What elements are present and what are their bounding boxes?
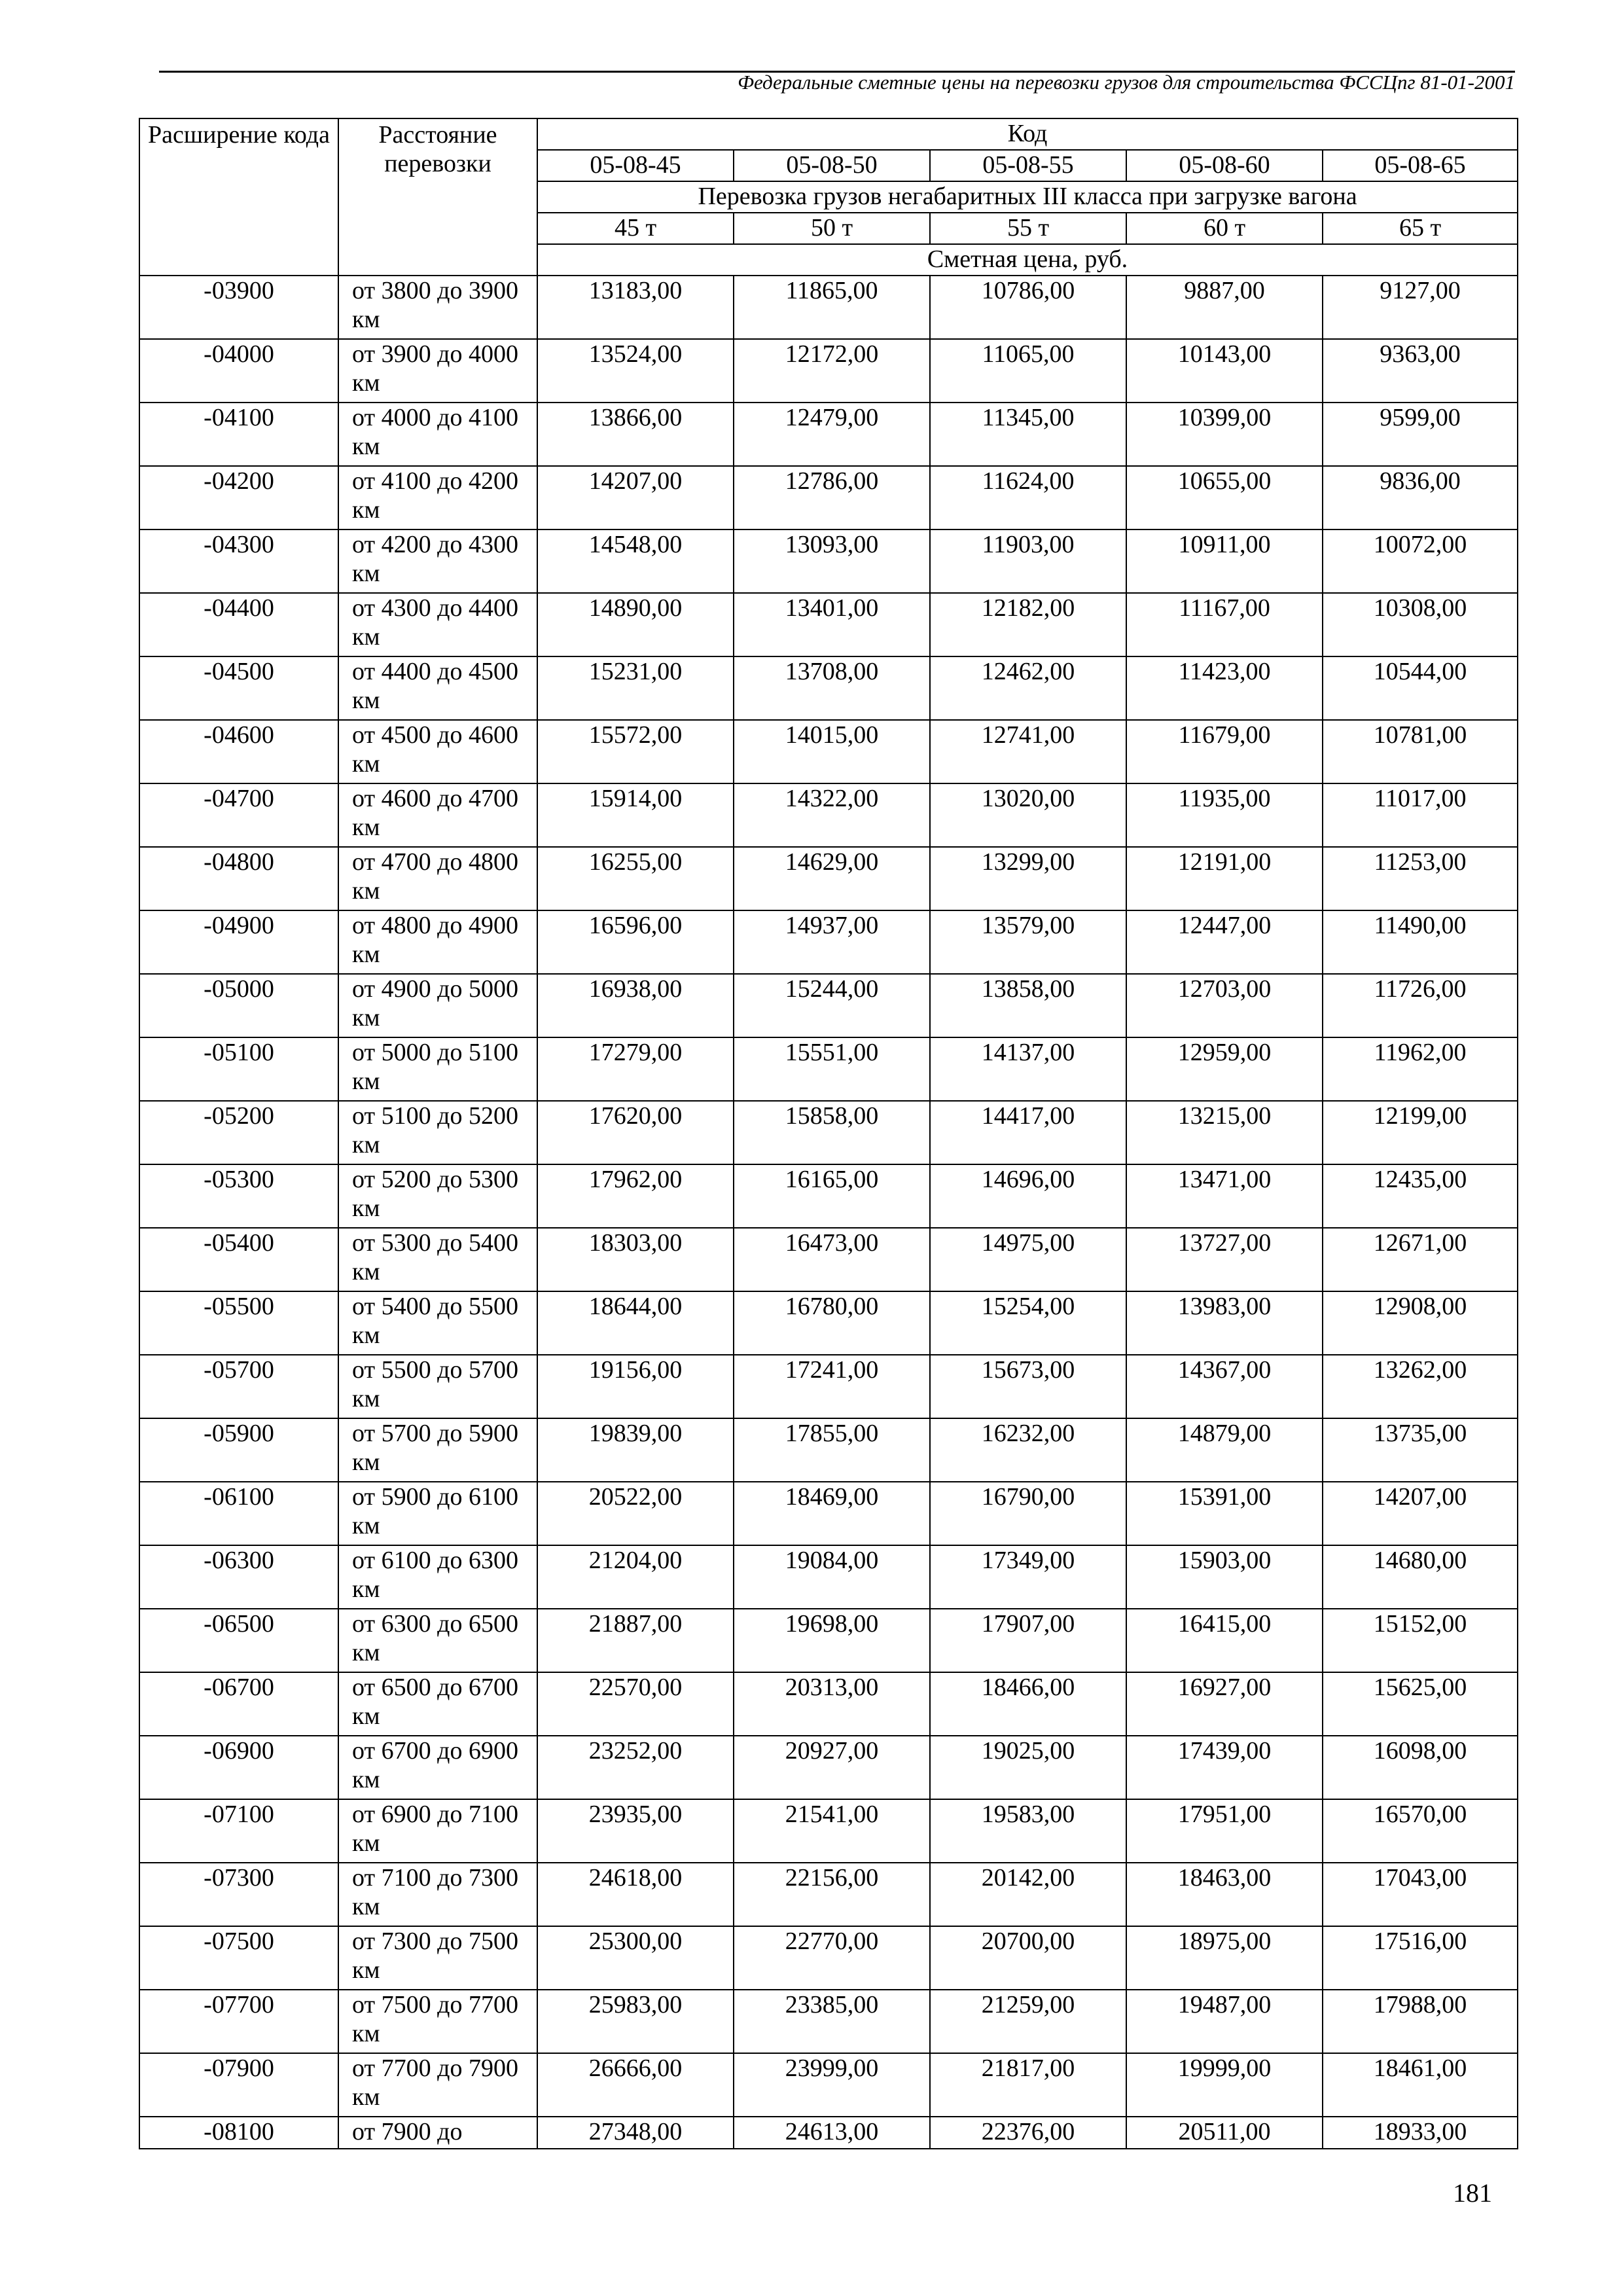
price-cell: 16255,00	[537, 847, 734, 910]
distance-cell: от 6700 до 6900 км	[338, 1736, 537, 1799]
price-cell: 18644,00	[537, 1291, 734, 1355]
table-row	[139, 1863, 1518, 1926]
price-cell: 19156,00	[537, 1355, 734, 1418]
price-cell: 15551,00	[734, 1037, 930, 1101]
table-row	[139, 656, 1518, 720]
table-row	[139, 1037, 1518, 1101]
table-row	[139, 1291, 1518, 1355]
price-cell: 14890,00	[537, 593, 734, 656]
code-value: 05-08-55	[930, 150, 1126, 181]
price-cell: 16927,00	[1126, 1672, 1323, 1736]
price-cell: 14975,00	[930, 1228, 1126, 1291]
price-cell: 12908,00	[1323, 1291, 1518, 1355]
price-cell: 14207,00	[1323, 1482, 1518, 1545]
price-cell: 16098,00	[1323, 1736, 1518, 1799]
price-cell: 10072,00	[1323, 529, 1518, 593]
extension-code-cell: -06900	[139, 1736, 338, 1799]
distance-cell: от 4500 до 4600 км	[338, 720, 537, 783]
price-cell: 26666,00	[537, 2053, 734, 2117]
price-cell: 21817,00	[930, 2053, 1126, 2117]
table-row	[139, 1482, 1518, 1545]
price-cell: 14680,00	[1323, 1545, 1518, 1609]
table-row	[139, 1609, 1518, 1672]
price-cell: 16596,00	[537, 910, 734, 974]
extension-code-cell: -07300	[139, 1863, 338, 1926]
table-subtitle: Перевозка грузов негабаритных III класса при загрузке вагона	[537, 181, 1518, 213]
price-cell: 13983,00	[1126, 1291, 1323, 1355]
price-cell: 12671,00	[1323, 1228, 1518, 1291]
load-value: 55 т	[930, 213, 1126, 244]
table-row	[139, 1926, 1518, 1990]
price-cell: 13858,00	[930, 974, 1126, 1037]
price-cell: 9363,00	[1323, 339, 1518, 403]
price-cell: 14879,00	[1126, 1418, 1323, 1482]
price-cell: 13262,00	[1323, 1355, 1518, 1418]
table-row	[139, 466, 1518, 529]
table-row	[139, 1672, 1518, 1736]
price-cell: 19025,00	[930, 1736, 1126, 1799]
price-cell: 11423,00	[1126, 656, 1323, 720]
distance-cell: от 4700 до 4800 км	[338, 847, 537, 910]
table-row	[139, 847, 1518, 910]
price-cell: 11679,00	[1126, 720, 1323, 783]
table-row	[139, 1101, 1518, 1164]
price-cell: 16165,00	[734, 1164, 930, 1228]
distance-cell: от 6900 до 7100 км	[338, 1799, 537, 1863]
table-row	[139, 1355, 1518, 1418]
price-cell: 10786,00	[930, 276, 1126, 339]
price-cell: 18975,00	[1126, 1926, 1323, 1990]
price-cell: 12703,00	[1126, 974, 1323, 1037]
distance-cell: от 5000 до 5100 км	[338, 1037, 537, 1101]
price-cell: 12741,00	[930, 720, 1126, 783]
price-cell: 17907,00	[930, 1609, 1126, 1672]
price-cell: 12447,00	[1126, 910, 1323, 974]
price-cell: 13727,00	[1126, 1228, 1323, 1291]
extension-code-cell: -04500	[139, 656, 338, 720]
distance-cell: от 5300 до 5400 км	[338, 1228, 537, 1291]
table-row	[139, 1228, 1518, 1291]
price-cell: 19698,00	[734, 1609, 930, 1672]
price-cell: 21541,00	[734, 1799, 930, 1863]
extension-code-cell: -06300	[139, 1545, 338, 1609]
price-cell: 22156,00	[734, 1863, 930, 1926]
price-cell: 12435,00	[1323, 1164, 1518, 1228]
distance-cell: от 4800 до 4900 км	[338, 910, 537, 974]
distance-cell: от 3800 до 3900 км	[338, 276, 537, 339]
distance-cell: от 6300 до 6500 км	[338, 1609, 537, 1672]
extension-code-cell: -05300	[139, 1164, 338, 1228]
table-row	[139, 593, 1518, 656]
price-cell: 15903,00	[1126, 1545, 1323, 1609]
price-cell: 14207,00	[537, 466, 734, 529]
distance-cell: от 5500 до 5700 км	[338, 1355, 537, 1418]
price-cell: 20700,00	[930, 1926, 1126, 1990]
table-row	[139, 2053, 1518, 2117]
extension-code-cell: -06700	[139, 1672, 338, 1736]
price-cell: 19999,00	[1126, 2053, 1323, 2117]
price-cell: 23999,00	[734, 2053, 930, 2117]
price-cell: 23935,00	[537, 1799, 734, 1863]
extension-code-cell: -04600	[139, 720, 338, 783]
extension-code-cell: -05500	[139, 1291, 338, 1355]
extension-code-cell: -06100	[139, 1482, 338, 1545]
table-row	[139, 529, 1518, 593]
price-cell: 9836,00	[1323, 466, 1518, 529]
price-cell: 10655,00	[1126, 466, 1323, 529]
price-cell: 19084,00	[734, 1545, 930, 1609]
price-cell: 20927,00	[734, 1736, 930, 1799]
price-cell: 12479,00	[734, 403, 930, 466]
price-cell: 21259,00	[930, 1990, 1126, 2053]
price-cell: 15391,00	[1126, 1482, 1323, 1545]
table-row	[139, 974, 1518, 1037]
price-cell: 12172,00	[734, 339, 930, 403]
price-cell: 21204,00	[537, 1545, 734, 1609]
price-cell: 19839,00	[537, 1418, 734, 1482]
table-row	[139, 403, 1518, 466]
price-cell: 15254,00	[930, 1291, 1126, 1355]
header-code: Код	[537, 118, 1518, 150]
price-cell: 9599,00	[1323, 403, 1518, 466]
price-cell: 17962,00	[537, 1164, 734, 1228]
extension-code-cell: -07500	[139, 1926, 338, 1990]
price-cell: 22570,00	[537, 1672, 734, 1736]
price-cell: 13183,00	[537, 276, 734, 339]
extension-code-cell: -05200	[139, 1101, 338, 1164]
extension-code-cell: -07100	[139, 1799, 338, 1863]
price-cell: 13471,00	[1126, 1164, 1323, 1228]
code-value: 05-08-45	[537, 150, 734, 181]
price-cell: 14015,00	[734, 720, 930, 783]
price-cell: 17439,00	[1126, 1736, 1323, 1799]
distance-cell: от 7300 до 7500 км	[338, 1926, 537, 1990]
distance-cell: от 4400 до 4500 км	[338, 656, 537, 720]
price-cell: 13215,00	[1126, 1101, 1323, 1164]
price-cell: 18463,00	[1126, 1863, 1323, 1926]
distance-cell: от 6100 до 6300 км	[338, 1545, 537, 1609]
price-cell: 16790,00	[930, 1482, 1126, 1545]
price-cell: 18461,00	[1323, 2053, 1518, 2117]
distance-cell: от 5200 до 5300 км	[338, 1164, 537, 1228]
distance-cell: от 4000 до 4100 км	[338, 403, 537, 466]
code-value: 05-08-65	[1323, 150, 1518, 181]
price-cell: 16938,00	[537, 974, 734, 1037]
price-cell: 13093,00	[734, 529, 930, 593]
price-cell: 11865,00	[734, 276, 930, 339]
price-cell: 20313,00	[734, 1672, 930, 1736]
price-cell: 20522,00	[537, 1482, 734, 1545]
load-value: 50 т	[734, 213, 930, 244]
price-cell: 21887,00	[537, 1609, 734, 1672]
distance-cell: от 7900 до	[338, 2117, 537, 2149]
extension-code-cell: -05100	[139, 1037, 338, 1101]
extension-code-cell: -04400	[139, 593, 338, 656]
price-cell: 13299,00	[930, 847, 1126, 910]
price-cell: 18466,00	[930, 1672, 1126, 1736]
price-cell: 11017,00	[1323, 783, 1518, 847]
extension-code-cell: -04100	[139, 403, 338, 466]
price-cell: 12959,00	[1126, 1037, 1323, 1101]
price-cell: 23252,00	[537, 1736, 734, 1799]
price-cell: 15572,00	[537, 720, 734, 783]
price-cell: 24613,00	[734, 2117, 930, 2149]
distance-cell: от 6500 до 6700 км	[338, 1672, 537, 1736]
price-cell: 11345,00	[930, 403, 1126, 466]
price-cell: 11167,00	[1126, 593, 1323, 656]
price-cell: 27348,00	[537, 2117, 734, 2149]
price-cell: 15231,00	[537, 656, 734, 720]
price-cell: 22770,00	[734, 1926, 930, 1990]
header-row-codes	[139, 118, 1518, 150]
price-cell: 10308,00	[1323, 593, 1518, 656]
code-value: 05-08-50	[734, 150, 930, 181]
distance-cell: от 5700 до 5900 км	[338, 1418, 537, 1482]
extension-code-cell: -05000	[139, 974, 338, 1037]
price-table	[139, 118, 1518, 2149]
price-cell: 16415,00	[1126, 1609, 1323, 1672]
price-cell: 12462,00	[930, 656, 1126, 720]
header-extension: Расширение кода	[139, 118, 338, 276]
price-cell: 17855,00	[734, 1418, 930, 1482]
price-cell: 13866,00	[537, 403, 734, 466]
price-cell: 22376,00	[930, 2117, 1126, 2149]
distance-cell: от 5900 до 6100 км	[338, 1482, 537, 1545]
price-cell: 17516,00	[1323, 1926, 1518, 1990]
price-cell: 24618,00	[537, 1863, 734, 1926]
table-row	[139, 1164, 1518, 1228]
header-distance: Расстояние перевозки	[338, 118, 537, 276]
price-cell: 15673,00	[930, 1355, 1126, 1418]
distance-cell: от 7100 до 7300 км	[338, 1863, 537, 1926]
extension-code-cell: -04200	[139, 466, 338, 529]
distance-cell: от 4100 до 4200 км	[338, 466, 537, 529]
table-body	[139, 276, 1518, 2149]
price-cell: 14322,00	[734, 783, 930, 847]
distance-cell: от 4300 до 4400 км	[338, 593, 537, 656]
price-cell: 15858,00	[734, 1101, 930, 1164]
price-cell: 10911,00	[1126, 529, 1323, 593]
price-cell: 17241,00	[734, 1355, 930, 1418]
extension-code-cell: -07700	[139, 1990, 338, 2053]
extension-code-cell: -04700	[139, 783, 338, 847]
code-value: 05-08-60	[1126, 150, 1323, 181]
price-cell: 20142,00	[930, 1863, 1126, 1926]
extension-code-cell: -04000	[139, 339, 338, 403]
price-cell: 10781,00	[1323, 720, 1518, 783]
extension-code-cell: -05900	[139, 1418, 338, 1482]
load-value: 65 т	[1323, 213, 1518, 244]
table-row	[139, 1799, 1518, 1863]
table-row	[139, 1990, 1518, 2053]
price-cell: 15914,00	[537, 783, 734, 847]
price-cell: 17279,00	[537, 1037, 734, 1101]
distance-cell: от 5400 до 5500 км	[338, 1291, 537, 1355]
distance-cell: от 7500 до 7700 км	[338, 1990, 537, 2053]
extension-code-cell: -06500	[139, 1609, 338, 1672]
price-cell: 14696,00	[930, 1164, 1126, 1228]
table-row	[139, 910, 1518, 974]
price-cell: 11726,00	[1323, 974, 1518, 1037]
price-cell: 19487,00	[1126, 1990, 1323, 2053]
price-label: Сметная цена, руб.	[537, 244, 1518, 276]
distance-cell: от 4200 до 4300 км	[338, 529, 537, 593]
extension-code-cell: -04800	[139, 847, 338, 910]
price-cell: 17043,00	[1323, 1863, 1518, 1926]
distance-cell: от 4900 до 5000 км	[338, 974, 537, 1037]
price-cell: 11065,00	[930, 339, 1126, 403]
extension-code-cell: -04900	[139, 910, 338, 974]
price-cell: 16780,00	[734, 1291, 930, 1355]
table-row	[139, 1545, 1518, 1609]
price-cell: 17988,00	[1323, 1990, 1518, 2053]
price-cell: 11903,00	[930, 529, 1126, 593]
price-cell: 15152,00	[1323, 1609, 1518, 1672]
distance-cell: от 3900 до 4000 км	[338, 339, 537, 403]
price-cell: 16473,00	[734, 1228, 930, 1291]
price-cell: 13708,00	[734, 656, 930, 720]
extension-code-cell: -03900	[139, 276, 338, 339]
price-cell: 17349,00	[930, 1545, 1126, 1609]
price-cell: 11624,00	[930, 466, 1126, 529]
price-cell: 12182,00	[930, 593, 1126, 656]
price-cell: 14367,00	[1126, 1355, 1323, 1418]
price-cell: 16570,00	[1323, 1799, 1518, 1863]
price-cell: 20511,00	[1126, 2117, 1323, 2149]
price-cell: 11962,00	[1323, 1037, 1518, 1101]
extension-code-cell: -07900	[139, 2053, 338, 2117]
price-cell: 18303,00	[537, 1228, 734, 1291]
price-cell: 11935,00	[1126, 783, 1323, 847]
price-cell: 14137,00	[930, 1037, 1126, 1101]
price-cell: 14417,00	[930, 1101, 1126, 1164]
table-row	[139, 783, 1518, 847]
price-cell: 9887,00	[1126, 276, 1323, 339]
distance-cell: от 5100 до 5200 км	[338, 1101, 537, 1164]
price-cell: 13579,00	[930, 910, 1126, 974]
price-cell: 15244,00	[734, 974, 930, 1037]
price-cell: 13524,00	[537, 339, 734, 403]
price-cell: 25300,00	[537, 1926, 734, 1990]
price-cell: 13735,00	[1323, 1418, 1518, 1482]
extension-code-cell: -08100	[139, 2117, 338, 2149]
price-cell: 25983,00	[537, 1990, 734, 2053]
load-value: 45 т	[537, 213, 734, 244]
price-cell: 11253,00	[1323, 847, 1518, 910]
price-cell: 10544,00	[1323, 656, 1518, 720]
price-cell: 17951,00	[1126, 1799, 1323, 1863]
price-cell: 14629,00	[734, 847, 930, 910]
page-number: 181	[1453, 2178, 1492, 2208]
price-cell: 9127,00	[1323, 276, 1518, 339]
table-row	[139, 339, 1518, 403]
price-cell: 15625,00	[1323, 1672, 1518, 1736]
distance-cell: от 7700 до 7900 км	[338, 2053, 537, 2117]
price-cell: 14937,00	[734, 910, 930, 974]
price-cell: 18469,00	[734, 1482, 930, 1545]
price-cell: 12786,00	[734, 466, 930, 529]
extension-code-cell: -05400	[139, 1228, 338, 1291]
table-row	[139, 2117, 1518, 2149]
table-row	[139, 276, 1518, 339]
load-value: 60 т	[1126, 213, 1323, 244]
price-cell: 16232,00	[930, 1418, 1126, 1482]
price-cell: 10399,00	[1126, 403, 1323, 466]
price-cell: 19583,00	[930, 1799, 1126, 1863]
extension-code-cell: -04300	[139, 529, 338, 593]
price-cell: 13020,00	[930, 783, 1126, 847]
price-cell: 10143,00	[1126, 339, 1323, 403]
running-title: Федеральные сметные цены на перевозки грузов для строительства ФССЦпг 81-01-2001	[738, 71, 1515, 94]
table-row	[139, 1736, 1518, 1799]
distance-cell: от 4600 до 4700 км	[338, 783, 537, 847]
price-cell: 23385,00	[734, 1990, 930, 2053]
price-cell: 11490,00	[1323, 910, 1518, 974]
price-cell: 12191,00	[1126, 847, 1323, 910]
table-row	[139, 720, 1518, 783]
price-cell: 13401,00	[734, 593, 930, 656]
price-cell: 14548,00	[537, 529, 734, 593]
table-row	[139, 1418, 1518, 1482]
price-cell: 17620,00	[537, 1101, 734, 1164]
price-cell: 12199,00	[1323, 1101, 1518, 1164]
extension-code-cell: -05700	[139, 1355, 338, 1418]
price-cell: 18933,00	[1323, 2117, 1518, 2149]
